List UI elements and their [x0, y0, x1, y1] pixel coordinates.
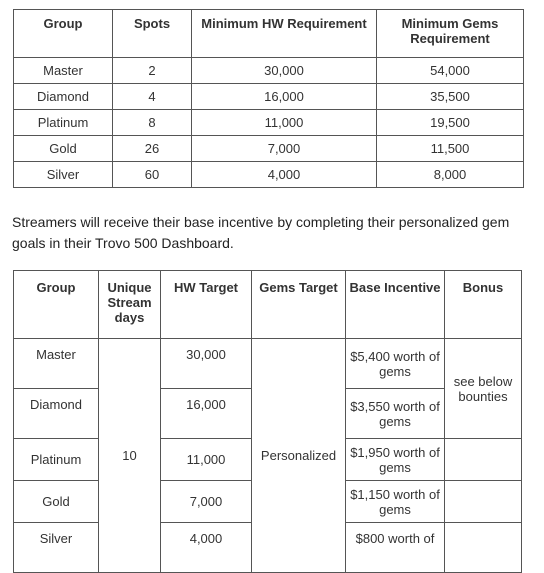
cell-group: Master	[14, 339, 99, 389]
qualification-table	[13, 9, 524, 188]
cell-base-incentive: $1,950 worth of gems	[346, 439, 445, 481]
cell-min-gems: 8,000	[377, 162, 524, 188]
cell-bonus-empty	[445, 439, 522, 481]
cell-group: Silver	[14, 523, 99, 573]
header-spots: Spots	[113, 10, 192, 58]
header-group: Group	[14, 10, 113, 58]
cell-hw-target: 4,000	[161, 523, 252, 573]
header-bonus: Bonus	[445, 271, 522, 339]
cell-min-hw: 4,000	[192, 162, 377, 188]
cell-stream-days: 10	[99, 339, 161, 573]
cell-min-gems: 54,000	[377, 58, 524, 84]
table-row	[14, 110, 524, 136]
cell-spots: 2	[113, 58, 192, 84]
cell-group: Master	[14, 58, 113, 84]
cell-min-hw: 30,000	[192, 58, 377, 84]
header-group: Group	[14, 271, 99, 339]
table-header-row	[14, 271, 522, 339]
cell-group: Diamond	[14, 84, 113, 110]
cell-group: Diamond	[14, 389, 99, 439]
cell-bonus-empty	[445, 481, 522, 523]
cell-group: Gold	[14, 481, 99, 523]
cell-group: Platinum	[14, 110, 113, 136]
table-row	[14, 162, 524, 188]
table-row	[14, 339, 522, 389]
table-row	[14, 84, 524, 110]
table-row	[14, 136, 524, 162]
header-min-gems: Minimum Gems Requirement	[377, 10, 524, 58]
cell-min-gems: 19,500	[377, 110, 524, 136]
cell-base-incentive: $5,400 worth of gems	[346, 339, 445, 389]
cell-bonus: see below bounties	[445, 339, 522, 439]
header-stream-days: Unique Stream days	[99, 271, 161, 339]
table-row	[14, 58, 524, 84]
table-header-row	[14, 10, 524, 58]
cell-min-gems: 35,500	[377, 84, 524, 110]
cell-min-hw: 16,000	[192, 84, 377, 110]
cell-min-hw: 7,000	[192, 136, 377, 162]
cell-spots: 60	[113, 162, 192, 188]
cell-hw-target: 7,000	[161, 481, 252, 523]
incentive-paragraph: Streamers will receive their base incentive by completing their personalized gem goals in their Trovo 500 Dashboard.	[12, 214, 510, 251]
cell-min-gems: 11,500	[377, 136, 524, 162]
header-base-incentive: Base Incentive	[346, 271, 445, 339]
header-min-hw: Minimum HW Requirement	[192, 10, 377, 58]
cell-base-incentive: $3,550 worth of gems	[346, 389, 445, 439]
cell-spots: 26	[113, 136, 192, 162]
cell-spots: 8	[113, 110, 192, 136]
cell-base-incentive: $800 worth of	[346, 523, 445, 573]
cell-base-incentive: $1,150 worth of gems	[346, 481, 445, 523]
cell-spots: 4	[113, 84, 192, 110]
cell-hw-target: 30,000	[161, 339, 252, 389]
cell-group: Silver	[14, 162, 113, 188]
cell-hw-target: 11,000	[161, 439, 252, 481]
cell-bonus-empty	[445, 523, 522, 573]
cell-group: Gold	[14, 136, 113, 162]
incentive-table	[13, 270, 522, 573]
cell-group: Platinum	[14, 439, 99, 481]
header-gems-target: Gems Target	[252, 271, 346, 339]
cell-hw-target: 16,000	[161, 389, 252, 439]
cell-min-hw: 11,000	[192, 110, 377, 136]
cell-gems-target: Personalized	[252, 339, 346, 573]
header-hw-target: HW Target	[161, 271, 252, 339]
